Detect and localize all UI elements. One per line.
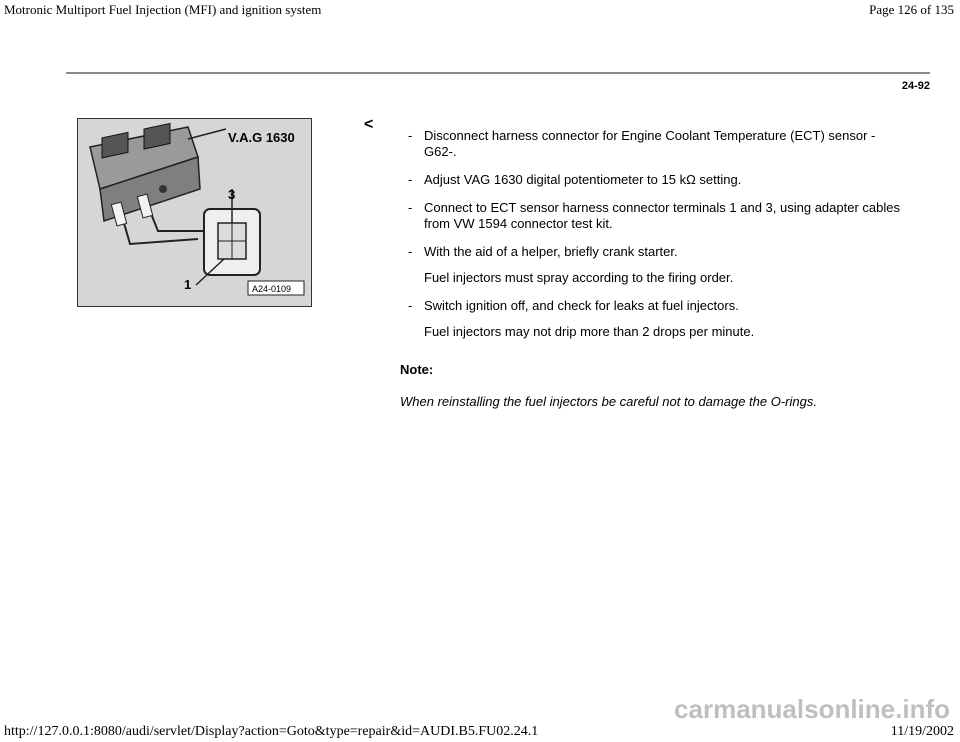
page-counter: Page 126 of 135 — [869, 2, 954, 17]
note-text: When reinstalling the fuel injectors be careful not to damage the O-rings. — [400, 394, 817, 409]
note-label: Note: — [400, 362, 434, 377]
tool-label: V.A.G 1630 — [228, 130, 295, 145]
step-text: Disconnect harness connector for Engine Coolant Temperature (ECT) sensor -G62-. — [424, 128, 876, 159]
tester-diagram — [77, 118, 312, 307]
callout-3-label: 3 — [228, 187, 236, 202]
step-text: With the aid of a helper, briefly crank starter. — [424, 244, 678, 259]
watermark: carmanualsonline.info — [674, 694, 950, 724]
footer-url: http://127.0.0.1:8080/audi/servlet/Display?action=Goto&type=repair&id=AUDI.B5.FU02.24.1 — [4, 724, 539, 739]
step-result: Fuel injectors may not drip more than 2 drops per minute. — [424, 324, 755, 339]
step-text: Switch ignition off, and check for leaks at fuel injectors. — [424, 298, 739, 313]
procedure-steps — [400, 128, 900, 410]
step-dash: - — [408, 128, 413, 143]
header-divider — [66, 72, 930, 74]
step-dash: - — [408, 200, 413, 215]
step-dash: - — [408, 172, 413, 187]
step-text: Adjust VAG 1630 digital potentiometer to 15 kΩ setting. — [424, 172, 742, 187]
step-item — [400, 298, 900, 314]
step-item — [400, 172, 900, 188]
step-text: Connect to ECT sensor harness connector terminals 1 and 3, using adapter cables from VW 1594 connector test kit. — [424, 200, 900, 231]
step-item — [400, 128, 900, 160]
section-page-number: 24-92 — [901, 80, 930, 92]
figure-ref-label: A24-0109 — [252, 284, 292, 294]
document-title: Motronic Multiport Fuel Injection (MFI) and ignition system — [4, 2, 322, 17]
footer-date: 11/19/2002 — [890, 724, 954, 739]
step-item — [400, 200, 900, 232]
callout-1-label: 1 — [184, 277, 192, 292]
arrow-left-icon: < — [364, 116, 374, 133]
step-result: Fuel injectors must spray according to the firing order. — [424, 270, 734, 285]
tester-knob — [159, 185, 167, 193]
tester-diagram-drawing — [78, 119, 311, 306]
step-dash: - — [408, 298, 413, 313]
step-dash: - — [408, 244, 413, 259]
step-item — [400, 244, 900, 260]
